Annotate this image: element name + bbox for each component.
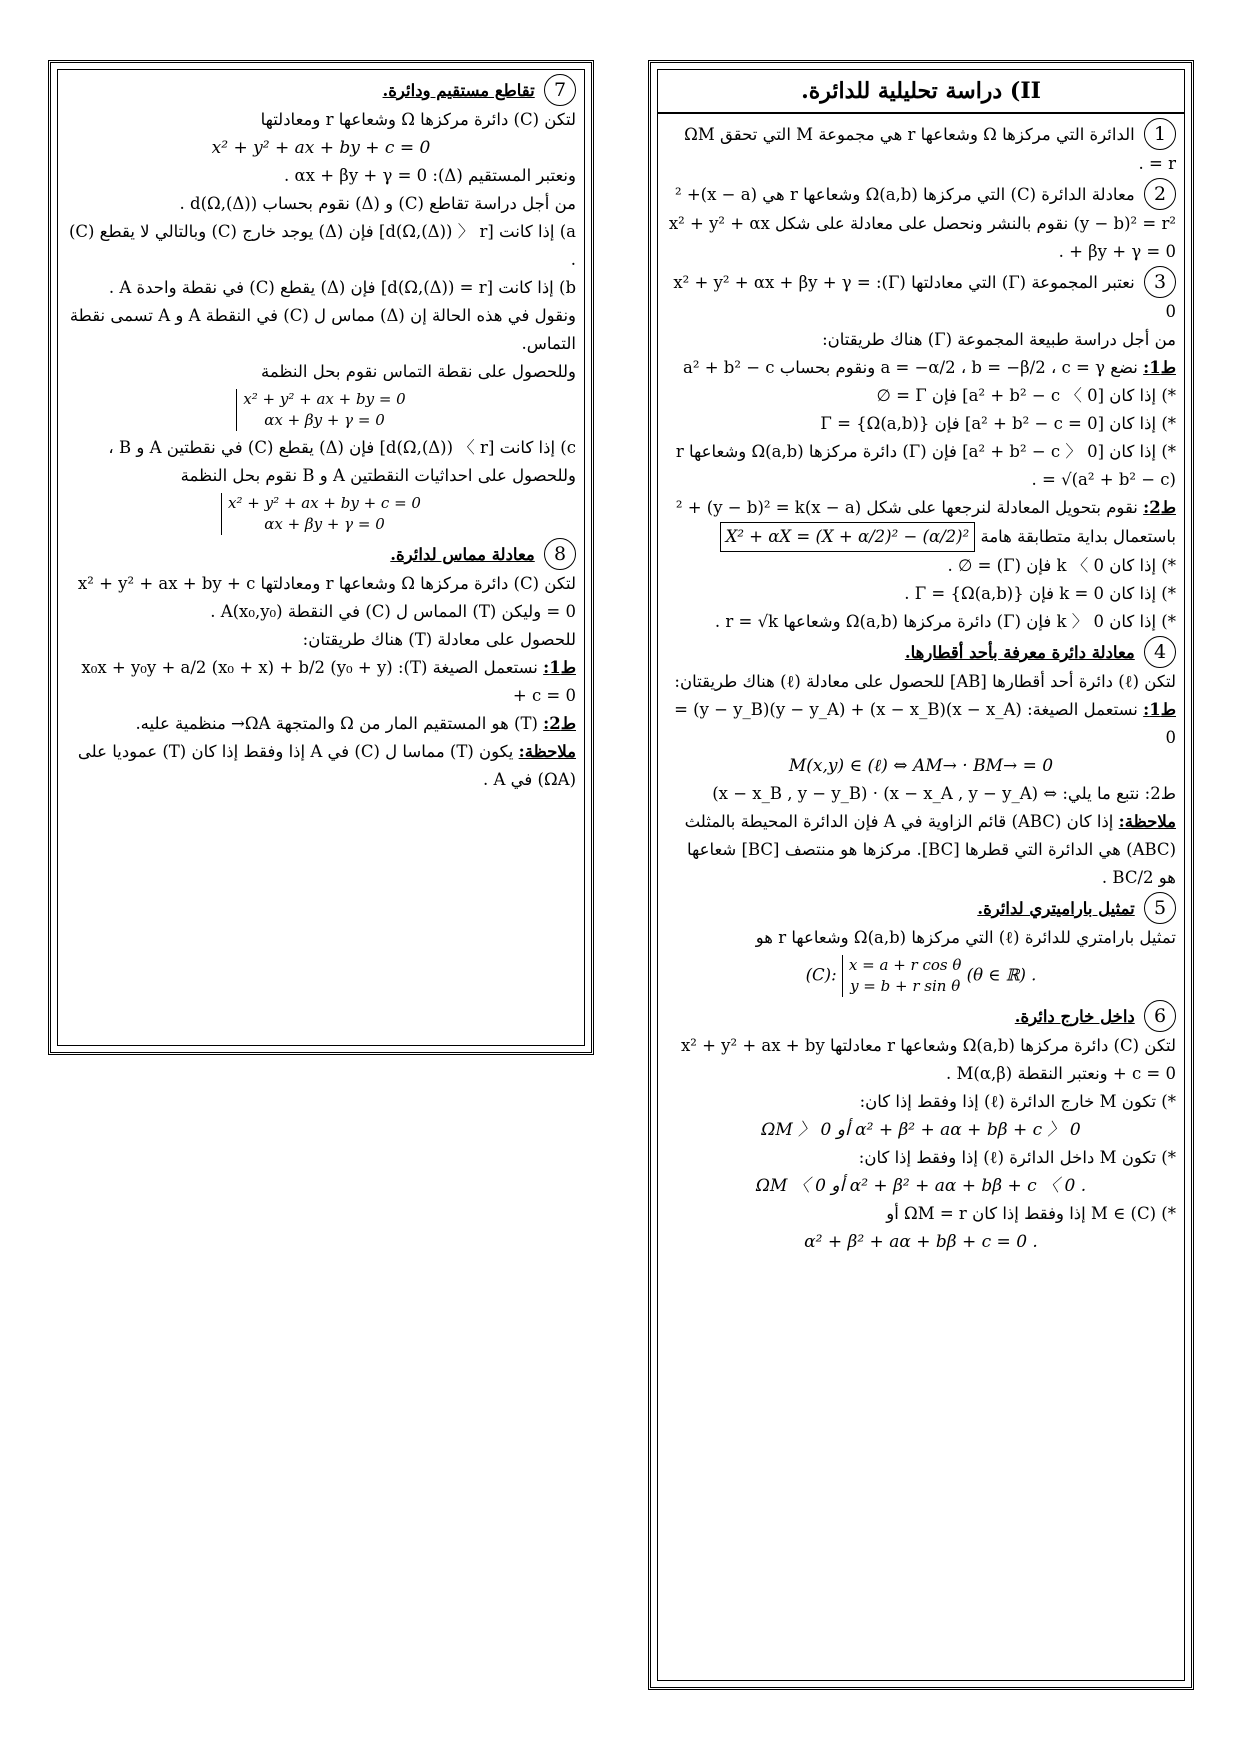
section-number: 6	[1144, 1000, 1176, 1032]
text-line: باستعمال بداية متطابقة هامة	[980, 527, 1176, 546]
note-label: ملاحظة:	[1118, 812, 1176, 831]
system-brace	[221, 493, 421, 535]
case-line: *) إذا كان [a² + b² − c 〈 0] فإن Γ = ∅	[876, 386, 1176, 405]
section-number: 2	[1144, 178, 1176, 210]
system-eq: x² + y² + ax + by + c = 0	[228, 494, 421, 512]
param-label: (C):	[805, 965, 837, 985]
section-5-heading	[666, 892, 1176, 924]
method-label: ط2:	[543, 714, 576, 733]
case-line: *) تكون M داخل الدائرة (ℓ) إذا وفقط إذا كان:	[858, 1148, 1176, 1167]
formula: α² + β² + aα + bβ + c = 0 .	[804, 1232, 1038, 1252]
method-1	[666, 696, 1176, 752]
method-2	[66, 710, 576, 738]
section-text: نعتبر المجموعة (Γ) التي معادلتها (Γ): x² + y² + αx + βy + γ = 0	[673, 273, 1176, 321]
case-b: b) إذا كانت [d(Ω,(Δ)) = r] فإن (Δ) يقطع (C) في نقطة واحدة A .	[108, 278, 576, 297]
method-text: نضع a = −α/2 ، b = −β/2 ، c = γ ونقوم بحساب a² + b² − c	[683, 358, 1138, 377]
formula: x² + y² + ax + by + c = 0	[211, 138, 431, 158]
case-line: *) إذا كان [a² + b² − c 〉 0] فإن (Γ) دائرة مركزها Ω(a,b) وشعاعها r = √(a² + b² − c) .	[675, 442, 1176, 489]
section-title: معادلة دائرة معرفة بأحد أقطارها.	[904, 643, 1135, 662]
system-eq: y = b + r sin θ	[850, 977, 961, 995]
section-number: 1	[1144, 118, 1176, 150]
system-eq: αx + βy + γ = 0	[264, 411, 385, 429]
identity-line	[666, 522, 1176, 552]
case-line: *) إذا كان k = 0 فإن Γ = {Ω(a,b)} .	[904, 584, 1176, 603]
section-number: 7	[544, 74, 576, 106]
method-1	[66, 654, 576, 710]
section-number: 4	[1144, 636, 1176, 668]
note	[66, 738, 576, 794]
system-brace	[236, 389, 405, 431]
section-2	[666, 178, 1176, 266]
identity-box: X² + αX = (X + α/2)² − (α/2)²	[720, 522, 976, 552]
case-line: *) إذا كان k 〉 0 فإن (Γ) دائرة مركزها Ω(a,b) وشعاعها r = √k .	[714, 612, 1176, 631]
note	[666, 808, 1176, 892]
text-line: ونعتبر المستقيم (Δ): αx + βy + γ = 0 .	[284, 166, 576, 185]
formula: M(x,y) ∈ (ℓ) ⇔ AM→ · BM→ = 0	[788, 756, 1054, 776]
case-line: *) M ∈ (C) إذا وفقط إذا كان ΩM = r أو	[886, 1204, 1176, 1223]
method-text: نستعمل الصيغة (T): x₀x + y₀y + a/2 (x₀ + x) + b/2 (y₀ + y) + c = 0	[81, 658, 576, 705]
text-line: من أجل دراسة تقاطع (C) و (Δ) نقوم بحساب d(Ω,(Δ)) .	[179, 194, 576, 213]
note-label: ملاحظة:	[518, 742, 576, 761]
method-2: ط2: نتبع ما يلي: ⇔ (x − x_A , y − y_A) · (x − x_B , y − y_B)	[712, 784, 1176, 803]
section-title: تمثيل باراميتري لدائرة.	[977, 899, 1135, 918]
case-a: a) إذا كانت [d(Ω,(Δ)) 〉 r] فإن (Δ) يوجد خارج (C) وبالتالي لا يقطع (C) .	[68, 222, 576, 269]
system-1	[66, 386, 576, 434]
text-line: لتكن (ℓ) دائرة أحد أقطارها [AB] للحصول على معادلة (ℓ) هناك طريقتان:	[674, 672, 1176, 691]
system-eq: x = a + r cos θ	[848, 956, 962, 974]
text-line: لتكن (C) دائرة مركزها Ω وشعاعها r ومعادلتها x² + y² + ax + by + c = 0 وليكن (T) المماس ل (C) في النقطة A(x₀,y₀) .	[77, 574, 576, 621]
section-3	[666, 266, 1176, 326]
section-4-heading	[666, 636, 1176, 668]
text-line: لتكن (C) دائرة مركزها Ω وشعاعها r ومعادلتها	[260, 110, 576, 129]
right-column	[648, 60, 1194, 1690]
method-text: (T) هو المستقيم المار من Ω والمتجهة ΩA→ منظمية عليه.	[135, 714, 538, 733]
left-column	[48, 60, 594, 1055]
case-c: c) إذا كانت [d(Ω,(Δ)) 〈 r] فإن (Δ) يقطع (C) في نقطتين A و B ، وللحصول على احداثيات النقطتين A و B نقوم بحل النظمة	[108, 438, 576, 485]
method-label: ط1:	[543, 658, 576, 677]
section-1	[666, 118, 1176, 178]
parametric-system	[666, 952, 1176, 1000]
formula: ΩM 〉 0 أو α² + β² + aα + bβ + c 〉 0	[761, 1120, 1081, 1140]
section-number: 8	[544, 538, 576, 570]
method-text: نستعمل الصيغة: (x − x_A)(x − x_B) + (y − y_A)(y − y_B) = 0	[674, 700, 1176, 747]
method-2	[666, 494, 1176, 522]
section-title: معادلة مماس لدائرة.	[390, 545, 535, 564]
method-label: ط1:	[1143, 700, 1176, 719]
case-line: *) إذا كان k 〈 0 فإن (Γ) = ∅ .	[947, 556, 1176, 575]
right-column-frame	[657, 69, 1185, 1681]
method-text: نقوم بتحويل المعادلة لنرجعها على شكل (x − a)² + (y − b)² = k	[675, 498, 1138, 517]
page-title: II) دراسة تحليلية للدائرة.	[658, 70, 1184, 114]
text-line: لتكن (C) دائرة مركزها Ω(a,b) وشعاعها r معادلتها x² + y² + ax + by + c = 0 ونعتبر النقطة M(α,β) .	[680, 1036, 1176, 1083]
section-number: 5	[1144, 892, 1176, 924]
note-text: يكون (T) مماسا ل (C) في A إذا وفقط إذا كان (T) عموديا على (ΩA) في A .	[77, 742, 576, 789]
section-text: معادلة الدائرة (C) التي مركزها Ω(a,b) وشعاعها r هي (x − a)² + (y − b)² = r² نقوم بالنشر ونحصل على معادلة على شكل x² + y² + αx + βy + γ = 0 .	[668, 185, 1176, 261]
system-brace	[842, 955, 961, 997]
left-column-frame	[57, 69, 585, 1046]
case-line: *) تكون M خارج الدائرة (ℓ) إذا وفقط إذا كان:	[859, 1092, 1176, 1111]
left-column-content	[58, 70, 584, 798]
case-line: *) إذا كان [a² + b² − c = 0] فإن Γ = {Ω(a,b)}	[820, 414, 1176, 433]
formula: ΩM 〈 0 أو α² + β² + aα + bβ + c 〈 0 .	[755, 1176, 1087, 1196]
section-text: الدائرة التي مركزها Ω وشعاعها r هي مجموعة M التي تحقق ΩM = r .	[684, 125, 1176, 173]
text-line: من أجل دراسة طبيعة المجموعة (Γ) هناك طريقتان:	[822, 330, 1176, 349]
section-title: تقاطع مستقيم ودائرة.	[382, 81, 535, 100]
text-line: للحصول على معادلة (T) هناك طريقتان:	[302, 630, 576, 649]
system-eq: αx + βy + γ = 0	[264, 515, 385, 533]
note-text: إذا كان (ABC) قائم الزاوية في A فإن الدائرة المحيطة بالمثلث (ABC) هي الدائرة التي قطرها [BC]. مركزها هو منتصف [BC] شعاعها هو BC/2 .	[684, 812, 1176, 887]
system-2	[66, 490, 576, 538]
text-line: تمثيل بارامتري للدائرة (ℓ) التي مركزها Ω(a,b) وشعاعها r هو	[755, 928, 1176, 947]
method-label: ط1:	[1143, 358, 1176, 377]
text-line: وللحصول على نقطة التماس نقوم بحل النظمة	[260, 362, 576, 381]
section-7-heading	[66, 74, 576, 106]
system-eq: x² + y² + ax + by = 0	[243, 390, 406, 408]
section-title: داخل خارج دائرة.	[1014, 1007, 1135, 1026]
right-column-content	[658, 114, 1184, 1260]
section-6-heading	[666, 1000, 1176, 1032]
text-line: ونقول في هذه الحالة إن (Δ) مماس ل (C) في النقطة A و A تسمى نقطة التماس.	[69, 306, 576, 353]
method-label: ط2:	[1143, 498, 1176, 517]
section-8-heading	[66, 538, 576, 570]
method-1	[666, 354, 1176, 382]
section-number: 3	[1144, 266, 1176, 298]
param-condition: (θ ∈ ℝ) .	[966, 965, 1037, 985]
